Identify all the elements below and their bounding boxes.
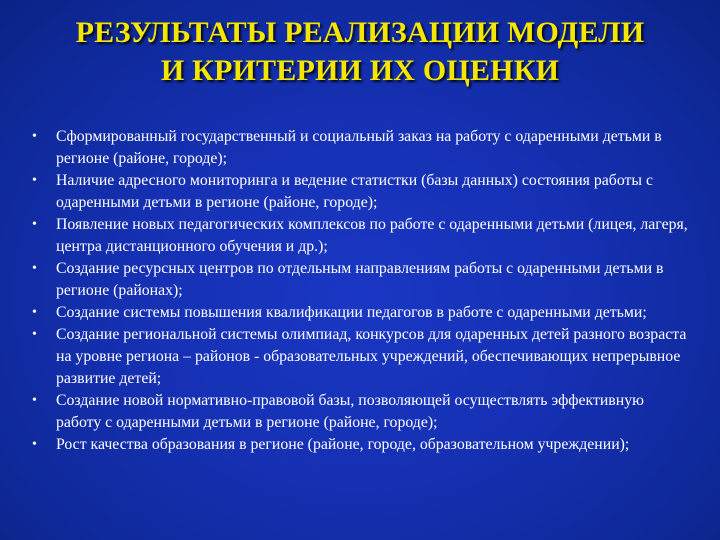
bullet-dot-icon: • [32, 261, 37, 276]
bullet-dot-icon: • [32, 393, 37, 408]
bullet-dot-icon: • [32, 173, 37, 188]
bullet-dot-icon: • [32, 129, 37, 144]
bullet-dot-icon: • [32, 327, 37, 342]
bullet-list [30, 126, 690, 456]
bullet-item-2 [30, 170, 690, 214]
bullet-dot-icon: • [32, 305, 37, 320]
slide-title-line-2: И КРИТЕРИИ ИХ ОЦЕНКИ [160, 54, 560, 87]
bullet-text-7: Создание новой нормативно-правовой базы, позволяющей осуществлять эффективную работу с одаренными детьми в регионе (районе, городе); [56, 392, 644, 431]
bullet-text-2: Наличие адресного мониторинга и ведение статистки (базы данных) состояния работы с одаренными детьми в регионе (районе, городе); [56, 172, 653, 211]
bullet-item-3 [30, 214, 690, 258]
bullet-text-1: Сформированный государственный и социальный заказ на работу с одаренными детьми в регионе (районе, городе); [56, 128, 662, 167]
bullet-text-8: Рост качества образования в регионе (районе, городе, образовательном учреждении); [56, 436, 630, 453]
bullet-item-5 [30, 302, 690, 324]
slide-title-line-1: РЕЗУЛЬТАТЫ РЕАЛИЗАЦИИ МОДЕЛИ [75, 16, 645, 49]
bullet-dot-icon: • [32, 437, 37, 452]
bullet-item-8 [30, 434, 690, 456]
bullet-dot-icon: • [32, 217, 37, 232]
bullet-text-5: Создание системы повышения квалификации педагогов в работе с одаренными детьми; [56, 304, 647, 321]
bullet-item-4 [30, 258, 690, 302]
bullet-text-4: Создание ресурсных центров по отдельным направлениям работы с одаренными детьми в регионе (районах); [56, 260, 664, 299]
bullet-item-7 [30, 390, 690, 434]
slide-title [10, 14, 710, 90]
bullet-item-6 [30, 324, 690, 390]
bullet-item-1 [30, 126, 690, 170]
bullet-text-3: Появление новых педагогических комплексов по работе с одаренными детьми (лицея, лагеря, центра дистанционного обучения и др.); [56, 216, 688, 255]
bullet-text-6: Создание региональной системы олимпиад, конкурсов для одаренных детей разного возраста на уровне региона – районов - образовательных учреждений, обеспечивающих непрерывное развитие детей; [56, 326, 687, 387]
